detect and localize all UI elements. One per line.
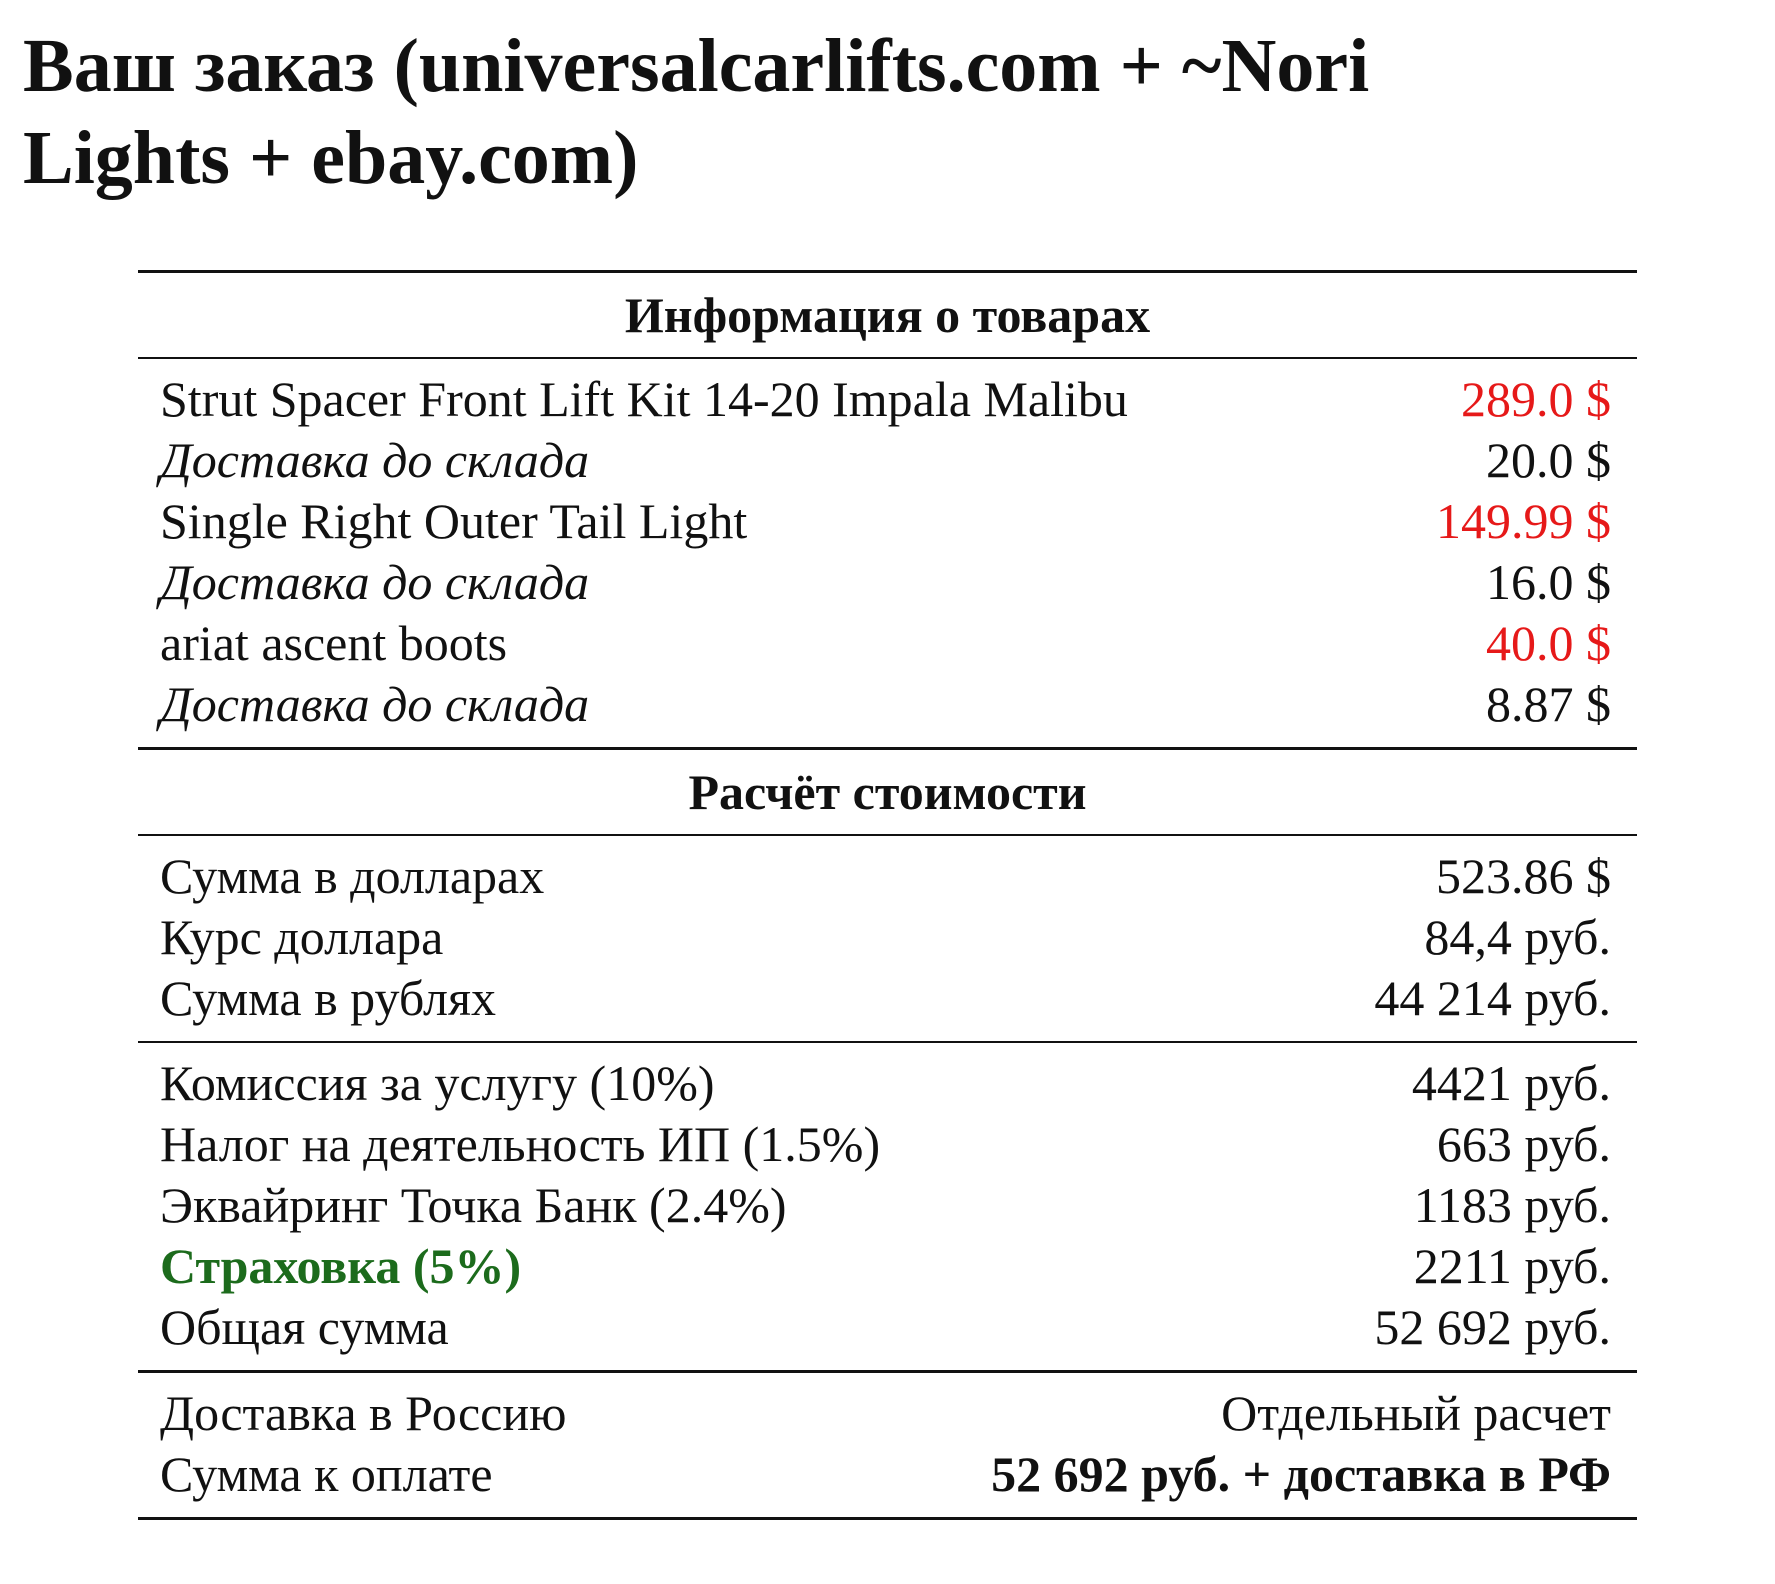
shipping-row xyxy=(138,430,1637,491)
item-name: Single Right Outer Tail Light xyxy=(160,493,748,549)
goods-list xyxy=(138,359,1637,747)
row-label: Комиссия за услугу (10%) xyxy=(160,1055,715,1111)
commission-row xyxy=(138,1053,1637,1114)
conversion-list xyxy=(138,836,1637,1041)
item-price: 149.99 $ xyxy=(1436,493,1611,549)
row-value: 523.86 $ xyxy=(1436,848,1611,904)
order-table xyxy=(138,270,1637,1520)
acquiring-row xyxy=(138,1175,1637,1236)
amount-due-value: 52 692 руб. + доставка в РФ xyxy=(991,1446,1611,1502)
insurance-label: Страховка (5%) xyxy=(160,1238,522,1294)
amount-due-row xyxy=(138,1444,1637,1505)
row-label: Сумма к оплате xyxy=(160,1446,493,1502)
row-value: 52 692 руб. xyxy=(1374,1299,1611,1355)
shipping-cost: 20.0 $ xyxy=(1486,432,1611,488)
tax-row xyxy=(138,1114,1637,1175)
shipping-label: Доставка до склада xyxy=(160,432,590,488)
row-value: 1183 руб. xyxy=(1413,1177,1611,1233)
item-price: 40.0 $ xyxy=(1486,615,1611,671)
row-value: 44 214 руб. xyxy=(1374,970,1611,1026)
row-value: 4421 руб. xyxy=(1411,1055,1611,1111)
row-value: 663 руб. xyxy=(1436,1116,1611,1172)
goods-section-heading: Информация о товарах xyxy=(624,287,1151,343)
shipping-cost: 8.87 $ xyxy=(1486,676,1611,732)
sum-usd-row xyxy=(138,846,1637,907)
sum-rub-row xyxy=(138,968,1637,1029)
row-label: Налог на деятельность ИП (1.5%) xyxy=(160,1116,881,1172)
shipping-label: Доставка до склада xyxy=(160,554,590,610)
row-label: Доставка в Россию xyxy=(160,1385,567,1441)
row-value: Отдельный расчет xyxy=(1221,1385,1611,1441)
fees-list xyxy=(138,1043,1637,1370)
row-label: Сумма в долларах xyxy=(160,848,545,904)
item-price: 289.0 $ xyxy=(1461,371,1611,427)
item-name: ariat ascent boots xyxy=(160,615,508,671)
total-row xyxy=(138,1297,1637,1358)
item-row xyxy=(138,491,1637,552)
shipping-cost: 16.0 $ xyxy=(1486,554,1611,610)
payment-list xyxy=(138,1373,1637,1517)
shipping-label: Доставка до склада xyxy=(160,676,590,732)
russia-delivery-row xyxy=(138,1383,1637,1444)
calc-section-heading: Расчёт стоимости xyxy=(688,764,1087,820)
exchange-rate-row xyxy=(138,907,1637,968)
shipping-row xyxy=(138,552,1637,613)
row-label: Эквайринг Точка Банк (2.4%) xyxy=(160,1177,787,1233)
row-value: 2211 руб. xyxy=(1413,1238,1611,1294)
row-value: 84,4 руб. xyxy=(1424,909,1611,965)
page-title: Ваш заказ (universalcarlifts.com + ~Nori Lights + ebay.com) xyxy=(23,24,1370,200)
insurance-row xyxy=(138,1236,1637,1297)
divider xyxy=(138,1517,1637,1520)
item-row xyxy=(138,613,1637,674)
item-name: Strut Spacer Front Lift Kit 14-20 Impala Malibu xyxy=(160,371,1128,427)
item-row xyxy=(138,369,1637,430)
row-label: Общая сумма xyxy=(160,1299,449,1355)
row-label: Сумма в рублях xyxy=(160,970,497,1026)
shipping-row xyxy=(138,674,1637,735)
row-label: Курс доллара xyxy=(160,909,444,965)
